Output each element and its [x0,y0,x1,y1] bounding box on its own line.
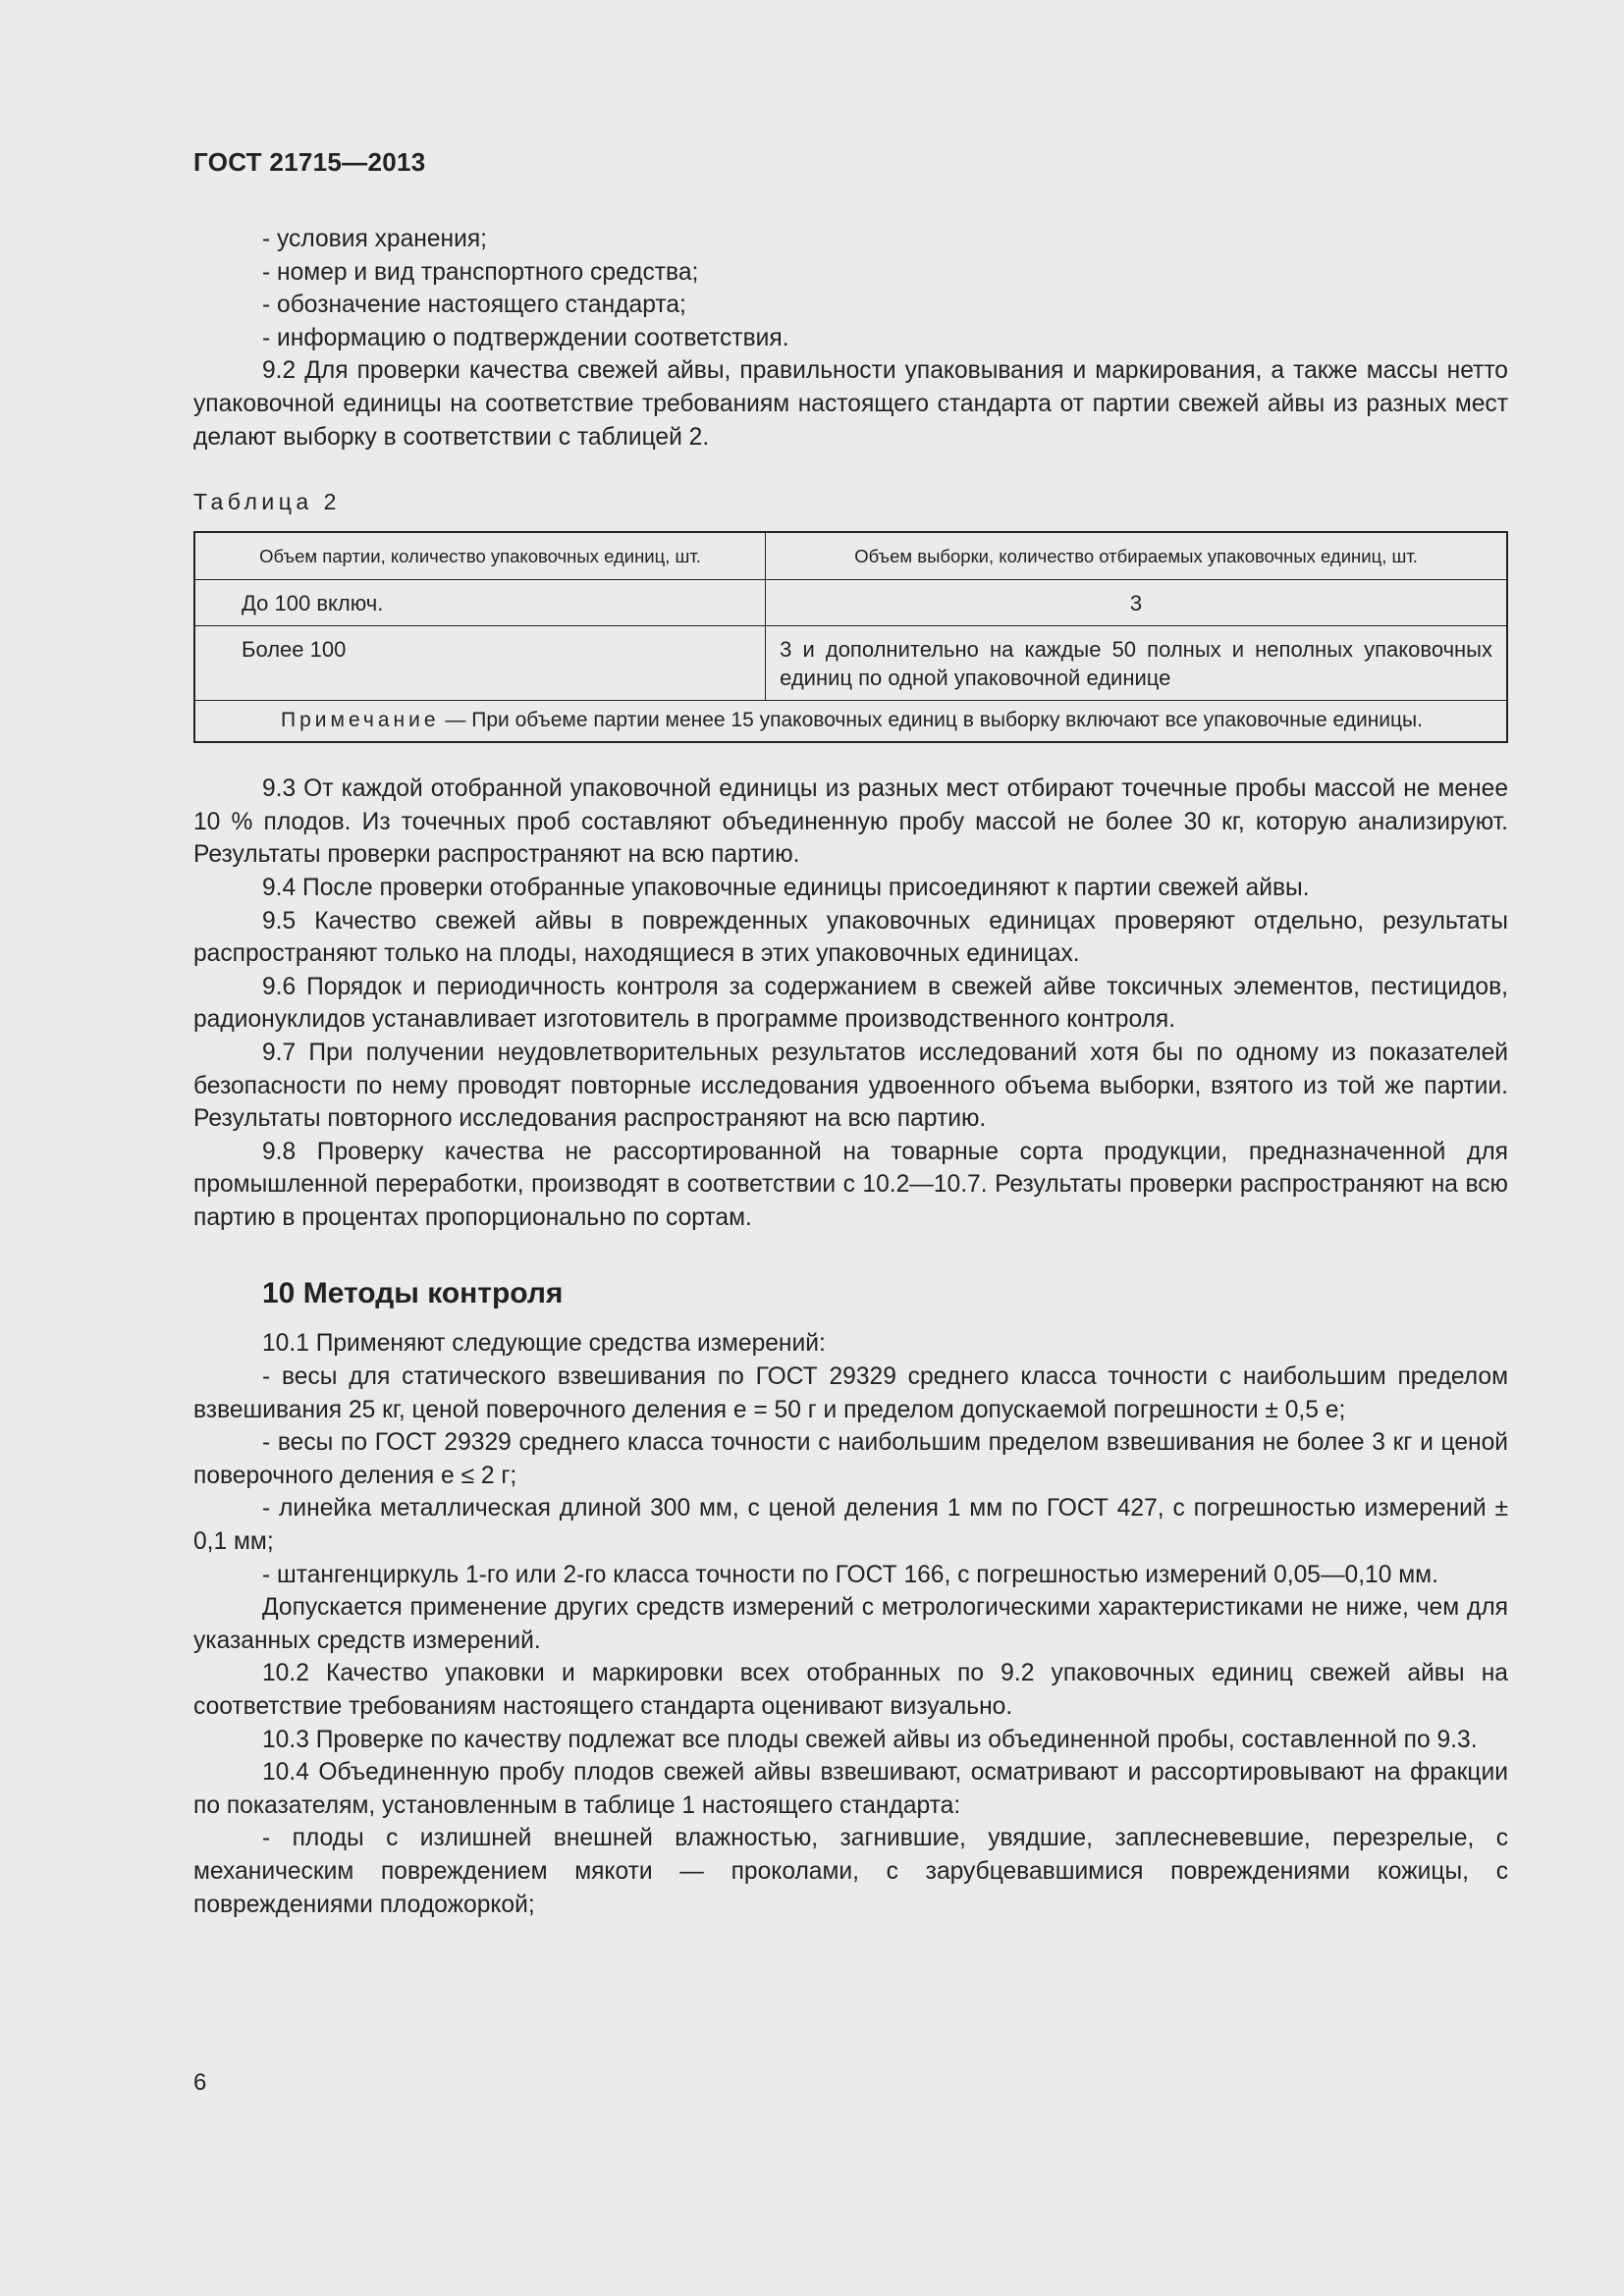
paragraph-allowed: Допускается применение других средств измерений с метрологическими характеристиками не ниже, чем для указанных средств измерений. [193,1594,1508,1654]
instrument-item: - весы для статического взвешивания по ГОСТ 29329 среднего класса точности с наибольшим пределом взвешивания 25 кг, ценой поверочного деления е = 50 г и пределом допускаемой погрешности ± 0,5 е; [193,1363,1508,1423]
table-cell: 3 [766,580,1507,626]
table-header-cell: Объем партии, количество упаковочных единиц, шт. [194,532,766,580]
list-item: - плоды с излишней внешней влажностью, загнившие, увядшие, заплесневевшие, перезрелые, с механическим повреждением мякоти — проколами, с зарубцевавшимися повреждениями кожицы, с повреждениями плодожоркой; [193,1825,1508,1918]
table-header-row [194,532,1507,580]
table-note-row [194,701,1507,743]
paragraph-10-3: 10.3 Проверке по качеству подлежат все плоды свежей айвы из объединенной пробы, составленной по 9.3. [262,1726,1478,1753]
paragraph-9-8: 9.8 Проверку качества не рассортированной на товарные сорта продукции, предназначенной для промышленной переработки, производят в соответствии с 10.2—10.7. Результаты проверки распространяют на всю партию в процентах пропорционально по сортам. [193,1138,1508,1231]
instrument-item: - весы по ГОСТ 29329 среднего класса точности с наибольшим пределом взвешивания не более 3 кг и ценой поверочного деления е ≤ 2 г; [193,1429,1508,1489]
paragraph-10-4: 10.4 Объединенную пробу плодов свежей айвы взвешивают, осматривают и рассортировывают на фракции по показателям, установленным в таблице 1 настоящего стандарта: [193,1759,1508,1819]
document-page [193,147,1508,1921]
list-item: - номер и вид транспортного средства; [262,258,699,286]
table-caption: Таблица 2 [193,489,341,515]
paragraph-9-7: 9.7 При получении неудовлетворительных результатов исследований хотя бы по одному из показателей безопасности по нему проводят повторные исследования удвоенного объема выборки, взятого из той же партии. Результаты повторного исследования распространяют на всю партию. [193,1039,1508,1133]
table-cell: До 100 включ. [194,580,766,626]
table-row [194,580,1507,626]
paragraph-9-2: 9.2 Для проверки качества свежей айвы, правильности упаковывания и маркирования, а также массы нетто упаковочной единицы на соответствие требованиям настоящего стандарта от партии свежей айвы из разных мест делают выборку в соответствии с таблицей 2. [193,357,1508,451]
paragraph-9-4: 9.4 После проверки отобранные упаковочные единицы присоединяют к партии свежей айвы. [262,874,1310,901]
page-number: 6 [193,2069,207,2096]
note-text: — При объеме партии менее 15 упаковочных единиц в выборку включают все упаковочные единицы. [439,709,1423,732]
table-note [194,701,1507,743]
table-row [194,626,1507,701]
table-cell: 3 и дополнительно на каждые 50 полных и неполных упаковочных единиц по одной упаковочной единице [766,626,1507,701]
paragraph-10-2: 10.2 Качество упаковки и маркировки всех отобранных по 9.2 упаковочных единиц свежей айвы на соответствие требованиям настоящего стандарта оценивают визуально. [193,1660,1508,1720]
document-header: ГОСТ 21715—2013 [193,147,426,177]
instrument-item: - штангенциркуль 1-го или 2-го класса точности по ГОСТ 166, с погрешностью измерений 0,05—0,10 мм. [262,1561,1438,1588]
note-label: Примечание [281,709,440,732]
section-10-heading: 10 Методы контроля [262,1277,564,1310]
list-item: - информацию о подтверждении соответствия. [262,324,789,351]
table-2 [193,531,1508,743]
paragraph-9-3: 9.3 От каждой отобранной упаковочной единицы из разных мест отбирают точечные пробы массой не менее 10 % плодов. Из точечных проб составляют объединенную пробу массой не более 30 кг, которую анализируют. Результаты проверки распространяют на всю партию. [193,775,1508,869]
paragraph-10-1: 10.1 Применяют следующие средства измерений: [262,1330,826,1358]
table-header-cell: Объем выборки, количество отбираемых упаковочных единиц, шт. [766,532,1507,580]
table-cell: Более 100 [194,626,766,701]
instrument-item: - линейка металлическая длиной 300 мм, с ценой деления 1 мм по ГОСТ 427, с погрешностью измерений ± 0,1 мм; [193,1495,1508,1556]
paragraph-9-5: 9.5 Качество свежей айвы в поврежденных упаковочных единицах проверяют отдельно, результаты распространяют только на плоды, находящиеся в этих упаковочных единицах. [193,907,1508,968]
paragraph-9-6: 9.6 Порядок и периодичность контроля за содержанием в свежей айве токсичных элементов, пестицидов, радионуклидов устанавливает изготовитель в программе производственного контроля. [193,973,1508,1034]
list-item: - условия хранения; [262,226,487,252]
list-item: - обозначение настоящего стандарта; [262,292,686,319]
